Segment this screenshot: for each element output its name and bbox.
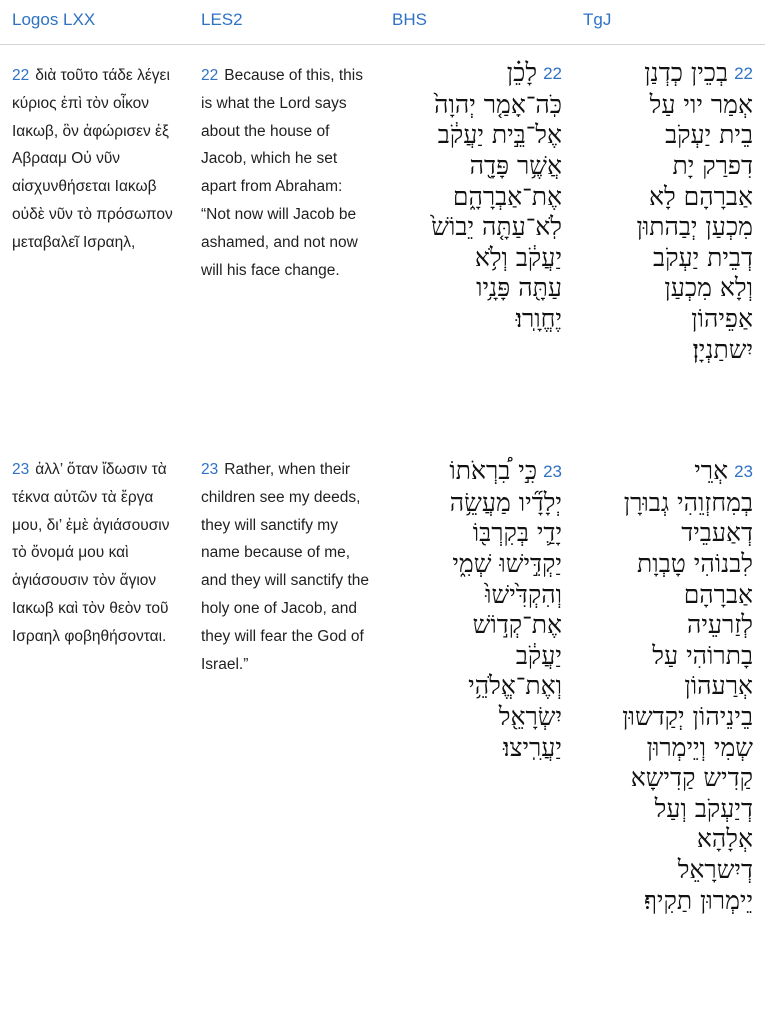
bhs-line: וְאֶת־אֱלֹהֵ֥י (468, 671, 562, 701)
tgj-line: יִשתַנְיָן׃ (692, 334, 753, 364)
bhs-line: יֶחֱוָֽרוּ׃ (515, 303, 562, 333)
tgj-line: שְמִי וְיֵימְרוּן (646, 732, 753, 762)
greek-text: διὰ τοῦτο τάδε λέγει κύριος ἐπὶ τὸν οἶκον Ιακωβ, ὃν ἀφώρισεν ἐξ Αβρααμ Οὐ νῦν αἰσχυνθήσεται Ιακωβ οὐδὲ νῦν τὸ πρόσωπον μεταβαλεῖ Ισραηλ, (12, 67, 173, 251)
tgj-line: בֵית יַעְקֹב (665, 120, 753, 150)
column-header-bar (0, 0, 765, 45)
bhs-line: אֶל־בֵּ֣ית יַעֲקֹ֔ב (437, 120, 562, 150)
verse-number[interactable]: 23 (201, 461, 219, 478)
verse-22-tgj-cell (583, 58, 753, 365)
english-text: Because of this, this is what the Lord says about the house of Jacob, which he set apart from Abraham: “Not now will Jacob be ashamed, and not now will his face change. (201, 67, 363, 279)
bhs-line: לֹֽא־עַתָּ֤ה יֵבוֹשׁ֙ (431, 212, 562, 242)
bhs-line: אֲשֶׁ֥ר פָּדָ֖ה (469, 150, 562, 180)
bhs-line: יַעֲקֹ֔ב וְלֹ֥א (474, 242, 562, 272)
bhs-line: וְהִקְדִּ֙ישׁוּ֙ (485, 579, 562, 609)
column-title-les2[interactable]: LES2 (201, 10, 243, 29)
tgj-line: אַברָהָם (683, 579, 753, 609)
tgj-line: בְמִחזְוֵהִי גְבוּרָן (623, 487, 753, 517)
bhs-line: יַעֲקֹ֔ב (515, 640, 562, 670)
verse-number[interactable]: 23 (543, 462, 562, 482)
tgj-line: קַדִיש קַדִישָא (630, 763, 753, 793)
verse-22-greek-text (12, 62, 184, 257)
bhs-line: יַקְדִּ֣ישׁוּ שְׁמִ֑י (452, 548, 562, 578)
bhs-line: יִשְׂרָאֵ֖ל (498, 701, 562, 731)
tgj-line: אַפֵיהוֹן (691, 303, 753, 333)
tgj-line: דְיַעְקֹב וְעַל (654, 793, 753, 823)
verse-23-greek-text (12, 456, 184, 651)
bhs-line: 22לָכֵ֗ן (392, 58, 562, 90)
bhs-line: אֶת־קְד֣וֹשׁ (472, 610, 562, 640)
verse-23-english-cell (201, 456, 373, 678)
verse-23-greek-cell (12, 456, 184, 651)
verse-number[interactable]: 23 (734, 462, 753, 482)
tgj-line: בֵינֵיהוֹן יְקַדשוּן (622, 701, 753, 731)
bhs-line: אֶת־אַבְרָהָ֑ם (452, 181, 562, 211)
tgj-line: יֵימְרוּן תַקִיף׃ (643, 885, 753, 915)
bhs-line: עַתָּ֖ה פָּנָ֥יו (476, 273, 562, 303)
english-text: Rather, when their children see my deeds, they will sanctify my name because of me, and they will sanctify the holy one of Jacob, and they will fear the God of Israel.” (201, 461, 370, 673)
tgj-line: וְלָא מִכְעַן (664, 273, 753, 303)
verse-23-english-text (201, 456, 373, 678)
tgj-line: דְיִשרָאֵל (677, 854, 753, 884)
verse-number[interactable]: 22 (734, 64, 753, 84)
verse-22-bhs-cell (392, 58, 562, 335)
tgj-line: דִפרַק יָת (672, 150, 753, 180)
bhs-line: יְלָדָ֞יו מַעֲשֵׂ֥ה (449, 487, 562, 517)
column-title-logos-lxx[interactable]: Logos LXX (12, 10, 96, 29)
tgj-line: אַברָהָם לָא (649, 181, 753, 211)
verse-22-english-text (201, 62, 373, 284)
tgj-line: בָתרוֹהִי עַל (652, 640, 753, 670)
tgj-line: אְרַעהוֹן (684, 671, 753, 701)
tgj-line: 23אְרֵי (583, 456, 753, 488)
column-title-bhs[interactable]: BHS (392, 10, 427, 29)
tgj-line: 22בְכֵין כְדְנַן (583, 58, 753, 90)
bhs-line: יַעֲרִֽיצוּ׃ (502, 732, 562, 762)
greek-text: ἀλλ’ ὅταν ἴδωσιν τὰ τέκνα αὐτῶν τὰ ἔργα μου, δι’ ἐμὲ ἁγιάσουσιν τὸ ὄνομά μου καὶ ἁγιάσουσιν τὸν ἅγιον Ιακωβ καὶ τὸν θεὸν τοῦ Ισραηλ φοβηθήσονται. (12, 461, 170, 645)
bhs-line: יָדַ֛י בְּקִרְבּ֖וֹ (472, 518, 562, 548)
verse-23-bhs-cell (392, 456, 562, 763)
bhs-line: כֹּֽה־אָמַ֤ר יְהוָה֙ (434, 89, 562, 119)
tgj-line: מִכְעַן יְבַהתוּן (636, 212, 753, 242)
tgj-line: דְאַעבֵיד (681, 518, 753, 548)
verse-number[interactable]: 22 (543, 64, 562, 84)
tgj-line: דְבֵית יַעְקֹב (653, 242, 753, 272)
column-title-tgj[interactable]: TgJ (583, 10, 612, 29)
verse-23-tgj-cell (583, 456, 753, 916)
tgj-line: לִבנוֹהִי טָבְוָת (637, 548, 753, 578)
verse-number[interactable]: 22 (201, 67, 219, 84)
verse-number[interactable]: 23 (12, 461, 30, 478)
tgj-line: אְמַר יוי עַל (649, 89, 753, 119)
verse-22-greek-cell (12, 62, 184, 257)
verse-number[interactable]: 22 (12, 67, 30, 84)
verse-22-english-cell (201, 62, 373, 284)
tgj-line: לְזַרעֵיה (686, 610, 753, 640)
tgj-line: אְלָהָא (696, 824, 753, 854)
bhs-line: 23כִּ֣י בִ֠רְאֹתוֹ (392, 456, 562, 488)
